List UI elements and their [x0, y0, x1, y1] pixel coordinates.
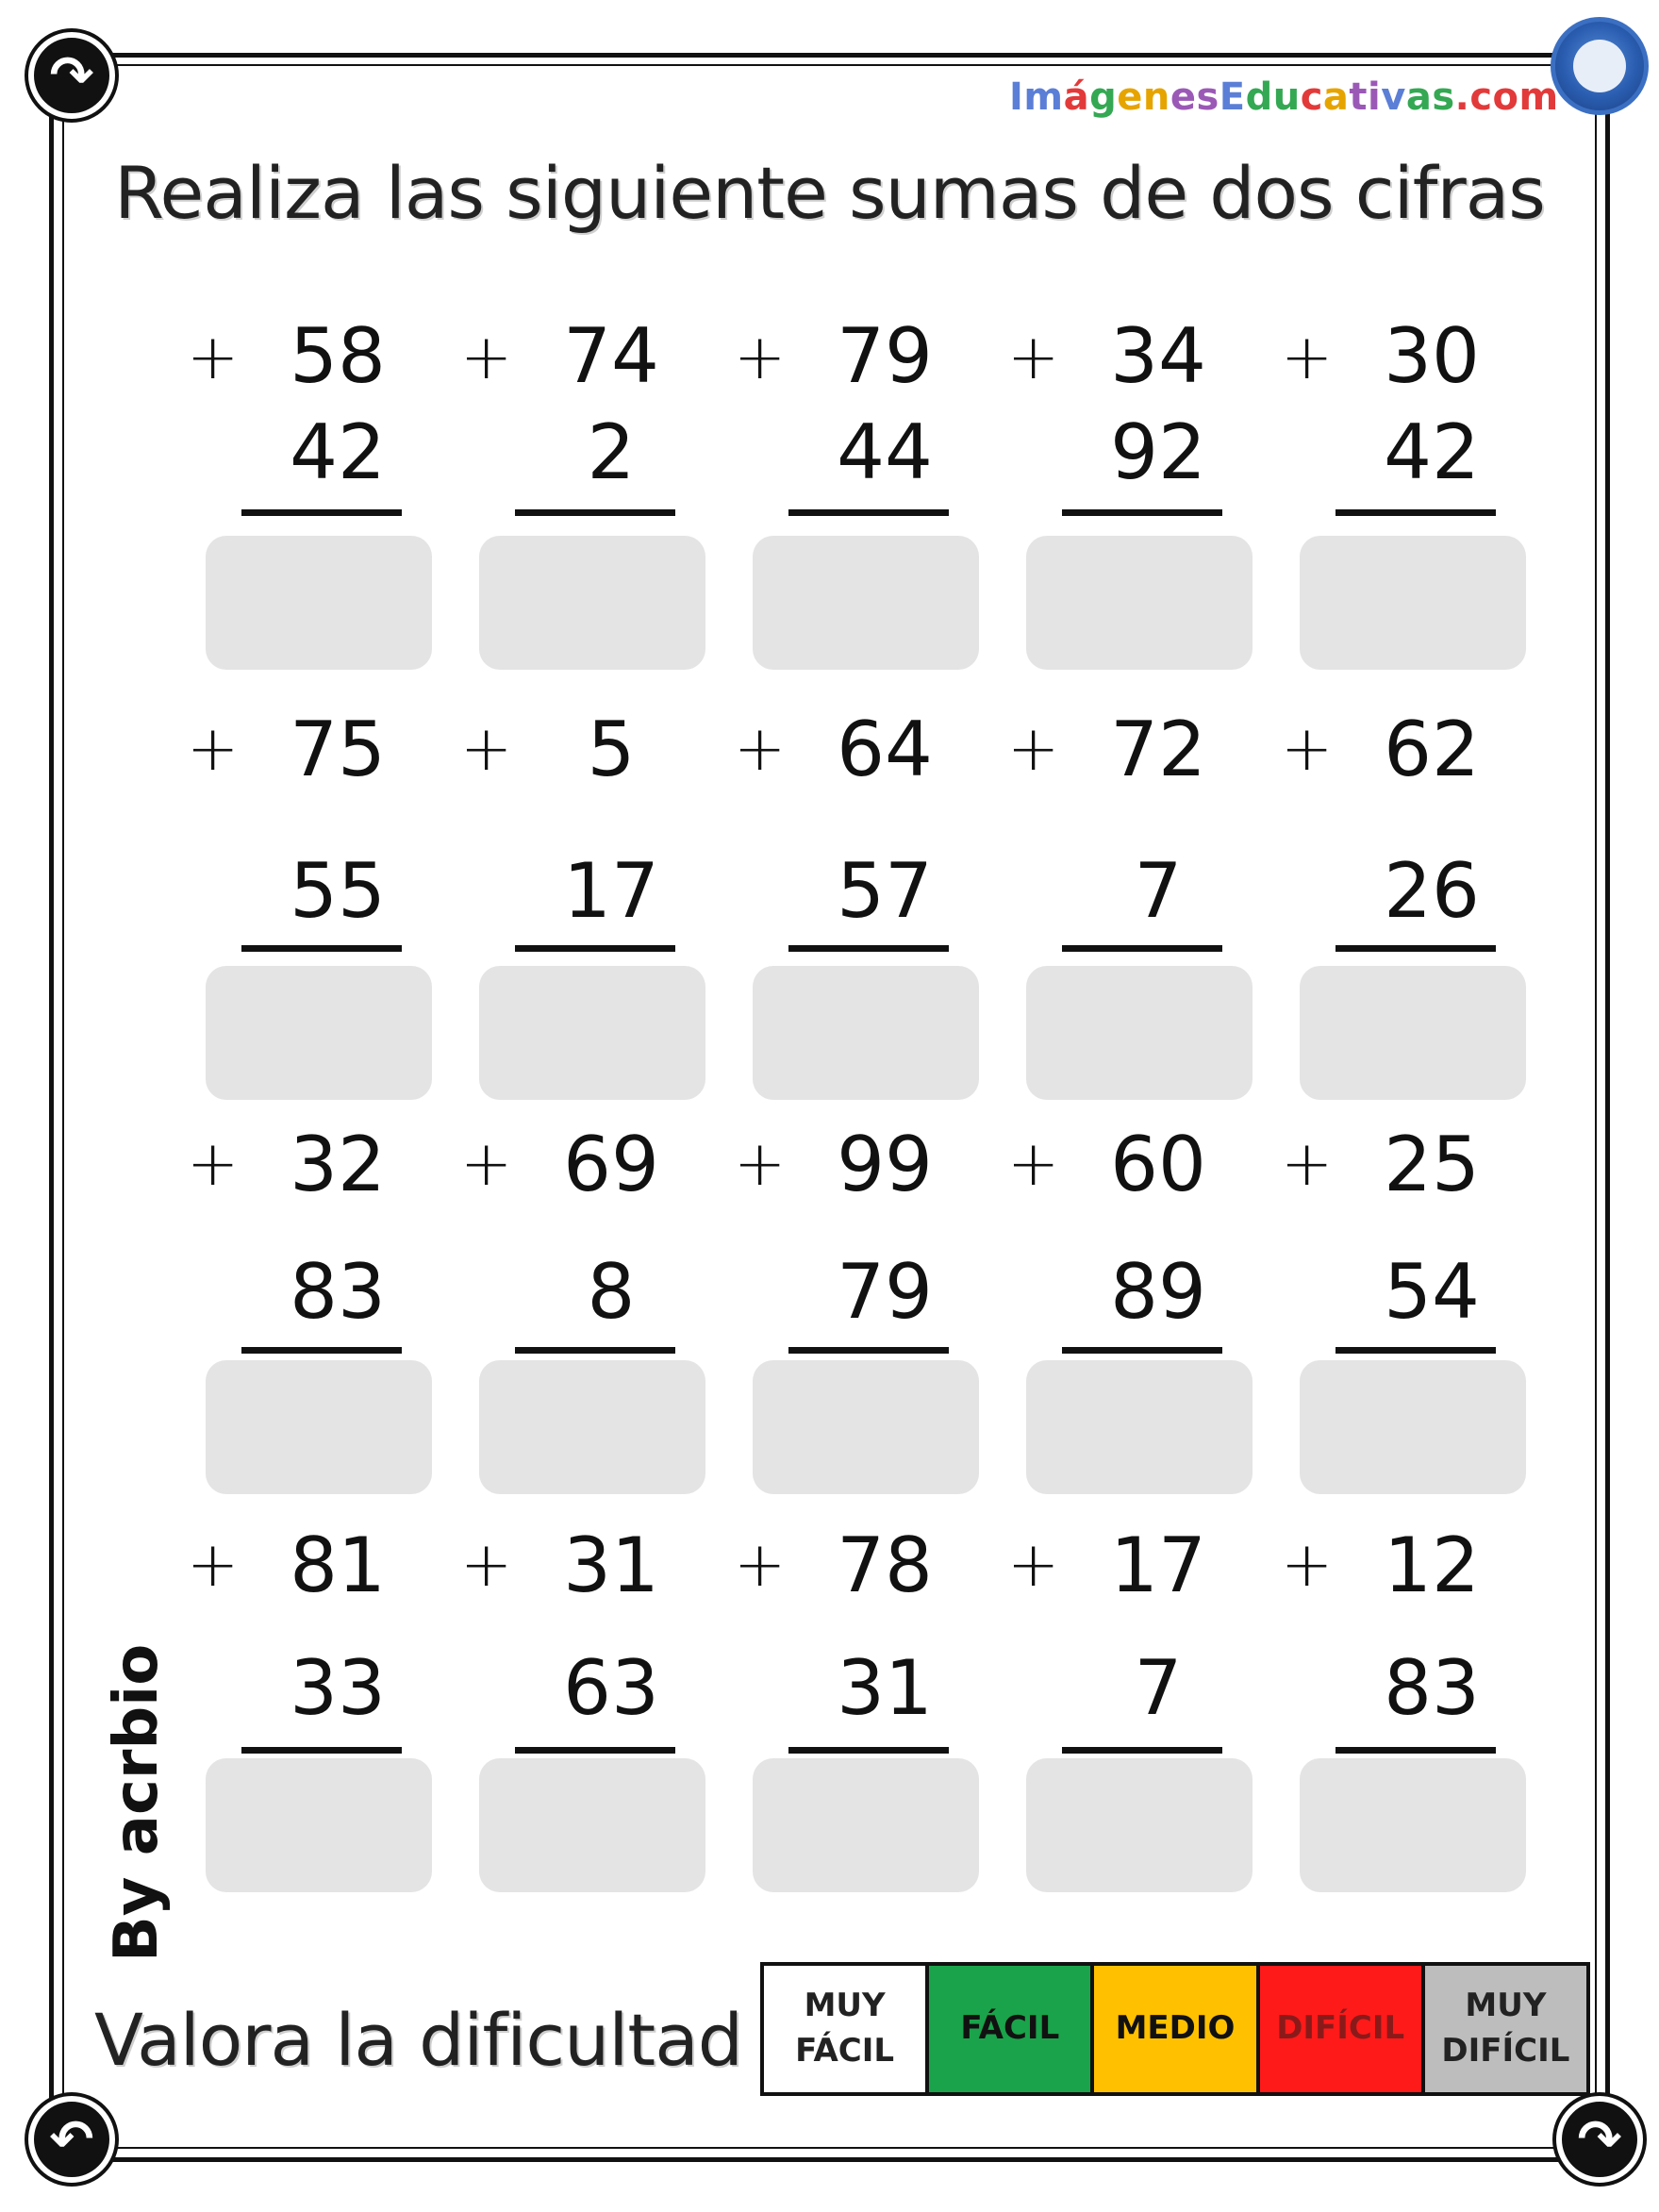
- addend-top: 64: [837, 706, 933, 793]
- addend-bottom: 63: [563, 1644, 659, 1732]
- sum-rule: [241, 1747, 402, 1754]
- answer-box[interactable]: [753, 536, 979, 670]
- rating-option[interactable]: MUY DIFÍCIL: [1425, 1966, 1586, 2092]
- addend-top: 17: [1110, 1522, 1206, 1609]
- addend-top: 72: [1110, 706, 1206, 793]
- brand-segment: es: [1170, 75, 1219, 119]
- addend-bottom: 89: [1110, 1248, 1206, 1336]
- plus-sign: +: [1281, 1528, 1334, 1601]
- sum-rule: [1062, 1347, 1222, 1354]
- author-byline: By acrbio: [102, 1643, 172, 1962]
- addend-bottom: 26: [1384, 847, 1480, 935]
- plus-sign: +: [1281, 321, 1334, 393]
- plus-sign: +: [460, 1528, 513, 1601]
- addend-bottom: 42: [1384, 408, 1480, 496]
- sum-rule: [515, 1347, 675, 1354]
- sum-rule: [788, 509, 949, 516]
- rating-option[interactable]: DIFÍCIL: [1260, 1966, 1425, 2092]
- addend-bottom: 54: [1384, 1248, 1480, 1336]
- answer-box[interactable]: [753, 966, 979, 1100]
- answer-box[interactable]: [1026, 966, 1253, 1100]
- sum-rule: [1335, 509, 1496, 516]
- plus-sign: +: [460, 1127, 513, 1200]
- sum-rule: [1062, 1747, 1222, 1754]
- addend-top: 30: [1384, 312, 1480, 400]
- brand-segment: en: [1117, 75, 1170, 119]
- addend-bottom: 7: [1134, 847, 1183, 935]
- sum-rule: [788, 1747, 949, 1754]
- addend-bottom: 42: [290, 408, 386, 496]
- plus-sign: +: [1007, 321, 1060, 393]
- plus-sign: +: [1007, 1528, 1060, 1601]
- plus-sign: +: [734, 1127, 787, 1200]
- addend-bottom: 8: [587, 1248, 636, 1336]
- plus-sign: +: [734, 321, 787, 393]
- addend-top: 25: [1384, 1121, 1480, 1208]
- brand-segment: c: [1300, 75, 1323, 119]
- brand-segment: g: [1089, 75, 1118, 119]
- addend-bottom: 2: [587, 408, 636, 496]
- addend-top: 78: [837, 1522, 933, 1609]
- addend-top: 75: [290, 706, 386, 793]
- addend-bottom: 83: [1384, 1644, 1480, 1732]
- sum-rule: [515, 509, 675, 516]
- answer-box[interactable]: [1026, 1360, 1253, 1494]
- answer-box[interactable]: [753, 1360, 979, 1494]
- sum-rule: [1062, 945, 1222, 952]
- curl-arrow-icon: ↶: [28, 2096, 115, 2183]
- addend-top: 58: [290, 312, 386, 400]
- addend-top: 81: [290, 1522, 386, 1609]
- brand-segment: .com: [1454, 75, 1559, 119]
- sum-rule: [515, 945, 675, 952]
- addend-top: 69: [563, 1121, 659, 1208]
- brand-segment: Im: [1009, 75, 1064, 119]
- sum-rule: [1062, 509, 1222, 516]
- brand-segment: E: [1219, 75, 1246, 119]
- curl-arrow-icon: ↷: [28, 32, 115, 119]
- plus-sign: +: [1007, 712, 1060, 785]
- sum-rule: [788, 945, 949, 952]
- answer-box[interactable]: [206, 536, 432, 670]
- plus-sign: +: [187, 321, 240, 393]
- brand-segment: v: [1381, 75, 1406, 119]
- answer-box[interactable]: [479, 1360, 705, 1494]
- answer-box[interactable]: [1300, 966, 1526, 1100]
- plus-sign: +: [1281, 712, 1334, 785]
- page-title: Realiza las siguiente sumas de dos cifras: [114, 151, 1545, 235]
- addend-top: 32: [290, 1121, 386, 1208]
- addend-top: 74: [563, 312, 659, 400]
- answer-box[interactable]: [1300, 1360, 1526, 1494]
- answer-box[interactable]: [479, 536, 705, 670]
- addend-bottom: 79: [837, 1248, 933, 1336]
- answer-box[interactable]: [479, 1758, 705, 1892]
- sum-rule: [515, 1747, 675, 1754]
- answer-box[interactable]: [1026, 536, 1253, 670]
- addend-top: 60: [1110, 1121, 1206, 1208]
- plus-sign: +: [734, 1528, 787, 1601]
- rating-option[interactable]: FÁCIL: [929, 1966, 1094, 2092]
- answer-box[interactable]: [753, 1758, 979, 1892]
- sum-rule: [1335, 945, 1496, 952]
- plus-sign: +: [187, 712, 240, 785]
- plus-sign: +: [460, 712, 513, 785]
- answer-box[interactable]: [1300, 536, 1526, 670]
- plus-sign: +: [1007, 1127, 1060, 1200]
- brand-logo: [1551, 17, 1649, 115]
- sum-rule: [1335, 1747, 1496, 1754]
- plus-sign: +: [187, 1127, 240, 1200]
- addend-top: 5: [587, 706, 636, 793]
- addend-top: 34: [1110, 312, 1206, 400]
- sum-rule: [241, 1347, 402, 1354]
- addend-bottom: 92: [1110, 408, 1206, 496]
- sum-rule: [788, 1347, 949, 1354]
- sum-rule: [1335, 1347, 1496, 1354]
- rating-option[interactable]: MUY FÁCIL: [764, 1966, 929, 2092]
- addend-bottom: 55: [290, 847, 386, 935]
- answer-box[interactable]: [206, 1758, 432, 1892]
- rating-option[interactable]: MEDIO: [1094, 1966, 1259, 2092]
- answer-box[interactable]: [206, 1360, 432, 1494]
- sum-rule: [241, 945, 402, 952]
- addend-top: 79: [837, 312, 933, 400]
- addend-bottom: 7: [1134, 1644, 1183, 1732]
- addend-bottom: 44: [837, 408, 933, 496]
- answer-box[interactable]: [206, 966, 432, 1100]
- brand-wordmark: [1009, 75, 1559, 119]
- addend-bottom: 31: [837, 1644, 933, 1732]
- plus-sign: +: [460, 321, 513, 393]
- brand-segment: du: [1245, 75, 1301, 119]
- difficulty-rating: [760, 1962, 1590, 2096]
- brand-segment: a: [1322, 75, 1350, 119]
- addend-top: 31: [563, 1522, 659, 1609]
- addend-bottom: 17: [563, 847, 659, 935]
- rating-label: Valora la dificultad: [94, 1998, 743, 2082]
- plus-sign: +: [734, 712, 787, 785]
- answer-box[interactable]: [1026, 1758, 1253, 1892]
- addend-bottom: 57: [837, 847, 933, 935]
- plus-sign: +: [1281, 1127, 1334, 1200]
- pencil-kid-icon: [1573, 40, 1626, 92]
- answer-box[interactable]: [479, 966, 705, 1100]
- addend-top: 62: [1384, 706, 1480, 793]
- plus-sign: +: [187, 1528, 240, 1601]
- addend-top: 99: [837, 1121, 933, 1208]
- curl-arrow-icon: ↷: [1556, 2096, 1643, 2183]
- brand-segment: á: [1063, 75, 1090, 119]
- brand-segment: ti: [1349, 75, 1382, 119]
- sum-rule: [241, 509, 402, 516]
- addend-top: 12: [1384, 1522, 1480, 1609]
- addend-bottom: 33: [290, 1644, 386, 1732]
- answer-box[interactable]: [1300, 1758, 1526, 1892]
- brand-segment: as: [1405, 75, 1455, 119]
- addend-bottom: 83: [290, 1248, 386, 1336]
